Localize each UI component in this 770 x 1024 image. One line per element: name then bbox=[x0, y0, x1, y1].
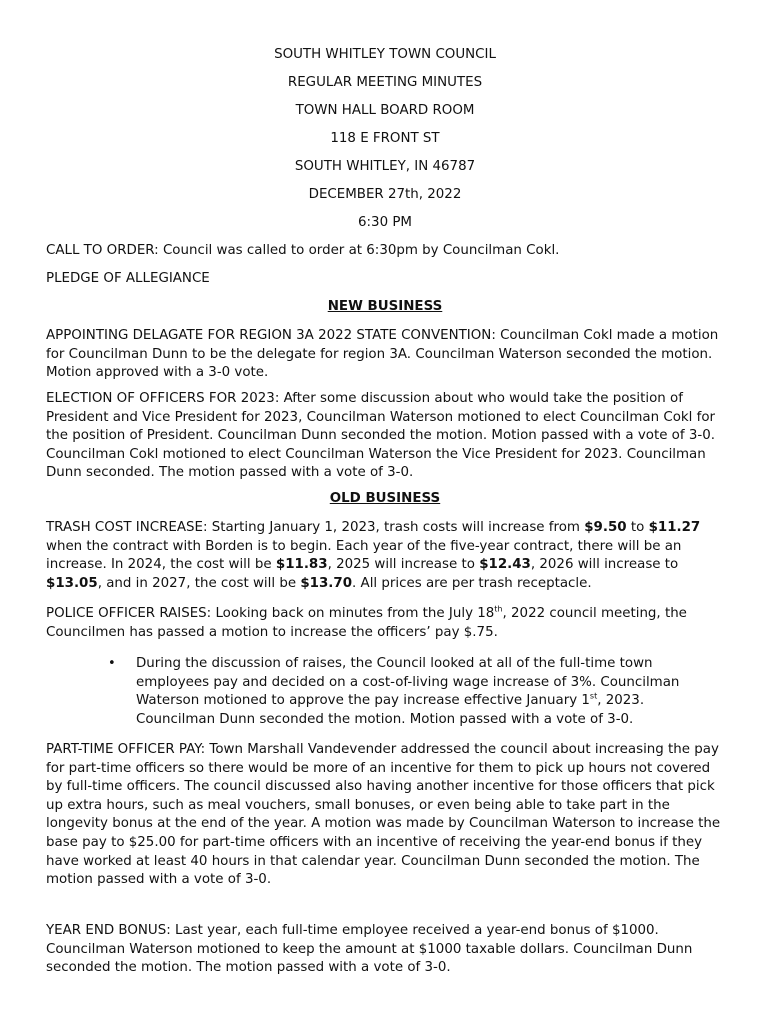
bullet-superscript: st bbox=[589, 691, 598, 701]
police-superscript: th bbox=[494, 604, 503, 614]
trash-price-2023-new: $11.27 bbox=[648, 520, 701, 535]
trash-price-2027: $13.70 bbox=[300, 575, 353, 591]
year-end-bonus-paragraph: YEAR END BONUS: Last year, each full-time employee received a year-end bonus of $1000. Councilman Waterson motioned to keep the amount at $1000 taxable dollars. Councilman Dunn seconded the motion. The motion passed with a vote of 3-0. bbox=[46, 923, 693, 976]
council-name: SOUTH WHITLEY TOWN COUNCIL bbox=[274, 47, 496, 62]
trash-price-2023-old: $9.50 bbox=[584, 520, 627, 535]
call-to-order: CALL TO ORDER: Council was called to order at 6:30pm by Councilman Cokl. bbox=[46, 243, 560, 258]
meeting-location: TOWN HALL BOARD ROOM bbox=[295, 103, 475, 118]
street-address: 118 E FRONT ST bbox=[330, 131, 440, 146]
police-raises-paragraph bbox=[46, 605, 728, 642]
trash-price-2025: $12.43 bbox=[479, 557, 531, 573]
trash-text-1: TRASH COST INCREASE: Starting January 1, 2023, trash costs will increase from bbox=[46, 520, 585, 535]
pledge-of-allegiance: PLEDGE OF ALLEGIANCE bbox=[46, 271, 210, 286]
bullet-text-2: , 2023. Councilman Dunn seconded the motion. Motion passed with a vote of 3-0. bbox=[136, 693, 645, 727]
meeting-time: 6:30 PM bbox=[358, 215, 412, 230]
delegate-paragraph: APPOINTING DELAGATE FOR REGION 3A 2022 STATE CONVENTION: Councilman Cokl made a motion for Councilman Dunn to be the delegate for region 3A. Councilman Waterson seconded the motion. Motion approved with a 3-0 vote. bbox=[46, 328, 719, 381]
raises-bullet-text bbox=[136, 655, 701, 729]
trash-text-6: , and in 2027, the cost will be bbox=[97, 575, 301, 591]
police-text-2: , 2022 council meeting, the Councilmen has passed a motion to increase the officers’ pay $.75. bbox=[46, 606, 687, 640]
trash-text-3: when the contract with Borden is to begin. Each year of the five-year contract, there will be an increase. In 2024, the cost will be bbox=[46, 538, 682, 573]
meeting-date: DECEMBER 27th, 2022 bbox=[308, 187, 462, 202]
part-time-officer-paragraph: PART-TIME OFFICER PAY: Town Marshall Vandevender addressed the council about increasing the pay for part-time officers so there would be more of an incentive for them to pick up hours not covered by full-time officers. The council discussed also having another incentive for those officers that pick up extra hours, such as meal vouchers, small bonuses, or even being able to take part in the longevity bonus at the end of the year. A motion was made by Councilman Waterson to increase the base pay to $25.00 for part-time officers with an incentive of receiving the year-end bonus if they have worked at least 40 hours in that calendar year. Councilman Dunn seconded the motion. The motion passed with a vote of 3-0. bbox=[46, 742, 721, 888]
trash-cost-paragraph bbox=[46, 519, 728, 593]
old-business-heading: OLD BUSINESS bbox=[329, 491, 441, 506]
trash-text-5: , 2026 will increase to bbox=[530, 557, 679, 573]
trash-text-4: , 2025 will increase to bbox=[327, 557, 480, 573]
bullet-icon: • bbox=[108, 656, 116, 671]
city-state-zip: SOUTH WHITLEY, IN 46787 bbox=[294, 159, 476, 174]
trash-price-2026: $13.05 bbox=[46, 575, 98, 591]
election-paragraph: ELECTION OF OFFICERS FOR 2023: After some discussion about who would take the position of President and Vice President for 2023, Councilman Waterson motioned to elect Councilman Cokl for the position of President. Councilman Dunn seconded the motion. Motion passed with a vote of 3-0. Councilman Cokl motioned to elect Councilman Waterson the Vice President for 2023. Councilman Dunn seconded. The motion passed with a vote of 3-0. bbox=[46, 391, 716, 481]
bullet-text-1: During the discussion of raises, the Council looked at all of the full-time town employees pay and decided on a cost-of-living wage increase of 3%. Councilman Waterson motioned to approve the pay increase effective January 1 bbox=[136, 656, 680, 709]
trash-price-2024: $11.83 bbox=[275, 557, 328, 573]
document-title: REGULAR MEETING MINUTES bbox=[287, 75, 483, 90]
police-text-1: POLICE OFFICER RAISES: Looking back on minutes from the July 18 bbox=[46, 606, 495, 621]
new-business-heading: NEW BUSINESS bbox=[327, 299, 443, 314]
trash-text-7: . All prices are per trash receptacle. bbox=[352, 575, 592, 591]
trash-text-2: to bbox=[626, 520, 649, 535]
